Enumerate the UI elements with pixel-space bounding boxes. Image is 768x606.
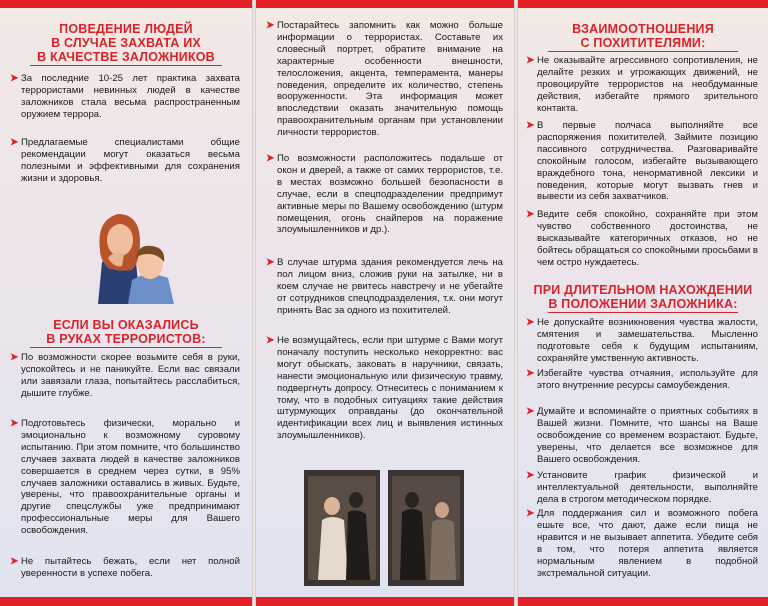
heading-line: В КАЧЕСТВЕ ЗАЛОЖНИКОВ <box>37 50 215 64</box>
arrow-bullet-icon: ➤ <box>526 209 535 220</box>
heading-line: В ПОЛОЖЕНИИ ЗАЛОЖНИКА: <box>548 297 738 311</box>
arrow-bullet-icon: ➤ <box>266 257 275 268</box>
arrow-bullet-icon: ➤ <box>266 335 275 346</box>
heading-prolonged-captivity <box>518 283 768 311</box>
rescue-operation-photos <box>304 470 464 586</box>
arrow-bullet-icon: ➤ <box>10 73 19 84</box>
paragraph: ➤ Не пытайтесь бежать, если нет полной уверенности в успехе побега. <box>10 556 240 579</box>
heading-relations-with-captors <box>518 22 768 50</box>
woman-and-boy-image <box>78 200 178 304</box>
red-bottom-bar <box>0 597 252 606</box>
panel-right <box>518 0 768 606</box>
red-bottom-bar <box>518 597 768 606</box>
paragraph: ➤ Думайте и вспоминайте о приятных событиях в Вашей жизни. Помните, что шансы на Ваше освобождение со временем возрастают. Будьте, уверены, что делается все возможное для Вашего освобождения. <box>526 406 758 465</box>
red-top-bar <box>256 0 514 8</box>
arrow-bullet-icon: ➤ <box>526 317 535 328</box>
paragraph: ➤ За последние 10-25 лет практика захвата террористами невинных людей в качестве заложников стала весьма распространенным оружием террора. <box>10 73 240 120</box>
paragraph: ➤ По возможности расположитесь подальше от окон и дверей, а также от самих террористов, т.е. в местах возможно большей безопасности в случае, если в спецподразделении предпримут активные меры по Вашему освобождению (штурм помещения, огонь снайперов на поражение злоумышленников и др.). <box>266 153 503 236</box>
paragraph: ➤ Для поддержания сил и возможного побега ешьте все, что дают, даже если пища не нравится и не вызывает аппетита. Убедите себя в том, что потеря аппетита является нормальным явлением в подобной экстремальной ситуации. <box>526 508 758 579</box>
arrow-bullet-icon: ➤ <box>526 470 535 481</box>
heading-line: ПРИ ДЛИТЕЛЬНОМ НАХОЖДЕНИИ <box>533 283 753 297</box>
paragraph: ➤ Постарайтесь запомнить как можно больше информации о террористах. Составьте их словесный портрет, обратите внимание на характерные особенности внешности, телосложения, акцента, темперамента, манеры поведения, определите их количество, степень вооруженности. Эта информация может впоследствии оказать значительную помощь правоохранительным органам при установлении личности террористов. <box>266 20 503 139</box>
arrow-bullet-icon: ➤ <box>10 556 19 567</box>
arrow-bullet-icon: ➤ <box>10 418 19 429</box>
heading-line: С ПОХИТИТЕЛЯМИ: <box>580 36 706 50</box>
arrow-bullet-icon: ➤ <box>266 20 275 31</box>
heading-underline <box>30 65 222 66</box>
paragraph: ➤ Избегайте чувства отчаяния, используйте для этого внутренние ресурсы самоубеждения. <box>526 368 758 391</box>
arrow-bullet-icon: ➤ <box>526 406 535 417</box>
paragraph: ➤ Подготовьтесь физически, морально и эмоционально к возможному суровому испытанию. При этом помните, что большинство случаев захвата людей в качестве заложников совершается в среднем через сутки, в 95% случаев заложники оставались в живых. Будьте, уверены, что правоохранительные органы и другие спецслужбы уже предпринимают профессиональные меры для Вашего освобождения. <box>10 418 240 537</box>
paragraph: ➤ В случае штурма здания рекомендуется лечь на пол лицом вниз, сложив руки на затылке, ни в коем случае не рвитесь навстречу и не убегайте от сотрудников спецподразделения, т.к. они могут принять Вас за одного из похитителей. <box>266 257 503 316</box>
paragraph: ➤ По возможности скорее возьмите себя в руки, успокойтесь и не паникуйте. Если вас связали или завязали глаза, попытайтесь расслабиться, дышите глубже. <box>10 352 240 399</box>
paragraph: ➤ Не возмущайтесь, если при штурме с Вами могут поначалу поступить несколько некорректно: вас могут обыскать, заковать в наручники, связать, нанести эмоциональную или физическую травму, подвергнуть допросу. Отнеситесь с пониманием к тому, что в подобных ситуациях такие действия штурмующих оправданы (до окончательной идентификации всех лиц и выявления истинных злоумышленников). <box>266 335 503 442</box>
heading-in-terrorists-hands <box>0 318 252 346</box>
heading-line: ВЗАИМООТНОШЕНИЯ <box>572 22 714 36</box>
heading-hostage-behavior <box>0 22 252 64</box>
arrow-bullet-icon: ➤ <box>10 352 19 363</box>
red-bottom-bar <box>256 597 514 606</box>
heading-line: ЕСЛИ ВЫ ОКАЗАЛИСЬ <box>53 318 199 332</box>
panel-middle <box>256 0 514 606</box>
paragraph: ➤ Не оказывайте агрессивного сопротивления, не делайте резких и угрожающих движений, не провоцируйте террористов на необдуманные действия, избегайте прямого зрительного контакта. <box>526 55 758 114</box>
arrow-bullet-icon: ➤ <box>266 153 275 164</box>
panel-left <box>0 0 252 606</box>
arrow-bullet-icon: ➤ <box>526 368 535 379</box>
paragraph: ➤ Ведите себя спокойно, сохраняйте при этом чувство собственного достоинства, не высказывайте категоричных отказов, но не бойтесь обращаться со спокойными просьбами в чем остро нуждаетесь. <box>526 209 758 268</box>
arrow-bullet-icon: ➤ <box>526 508 535 519</box>
arrow-bullet-icon: ➤ <box>10 137 19 148</box>
heading-underline <box>30 347 222 348</box>
paragraph: ➤ Не допускайте возникновения чувства жалости, смятения и замешательства. Мысленно подготовьте себя к будущим испытаниям, сохраняйте умственную активность. <box>526 317 758 364</box>
paragraph: ➤ Установите график физической и интеллектуальной деятельности, выполняйте дела в строгом методическом порядке. <box>526 470 758 505</box>
heading-line: ПОВЕДЕНИЕ ЛЮДЕЙ <box>59 22 193 36</box>
heading-underline <box>548 312 738 313</box>
paragraph: ➤ Предлагаемые специалистами общие рекомендации могут оказаться весьма полезными и эффективными для сохранения жизни и здоровья. <box>10 137 240 184</box>
red-top-bar <box>518 0 768 8</box>
heading-line: В РУКАХ ТЕРРОРИСТОВ: <box>46 332 206 346</box>
red-top-bar <box>0 0 252 8</box>
arrow-bullet-icon: ➤ <box>526 120 535 131</box>
heading-line: В СЛУЧАЕ ЗАХВАТА ИХ <box>51 36 201 50</box>
heading-underline <box>548 51 738 52</box>
paragraph: ➤ В первые полчаса выполняйте все распоряжения похитителей. Займите позицию пассивного сотрудничества. Разговаривайте спокойным голосом, избегайте вызывающего враждебного тона, ненормативной лексики и поведения, которые могут вызвать гнев и вывести из себя захватчиков. <box>526 120 758 203</box>
arrow-bullet-icon: ➤ <box>526 55 535 66</box>
